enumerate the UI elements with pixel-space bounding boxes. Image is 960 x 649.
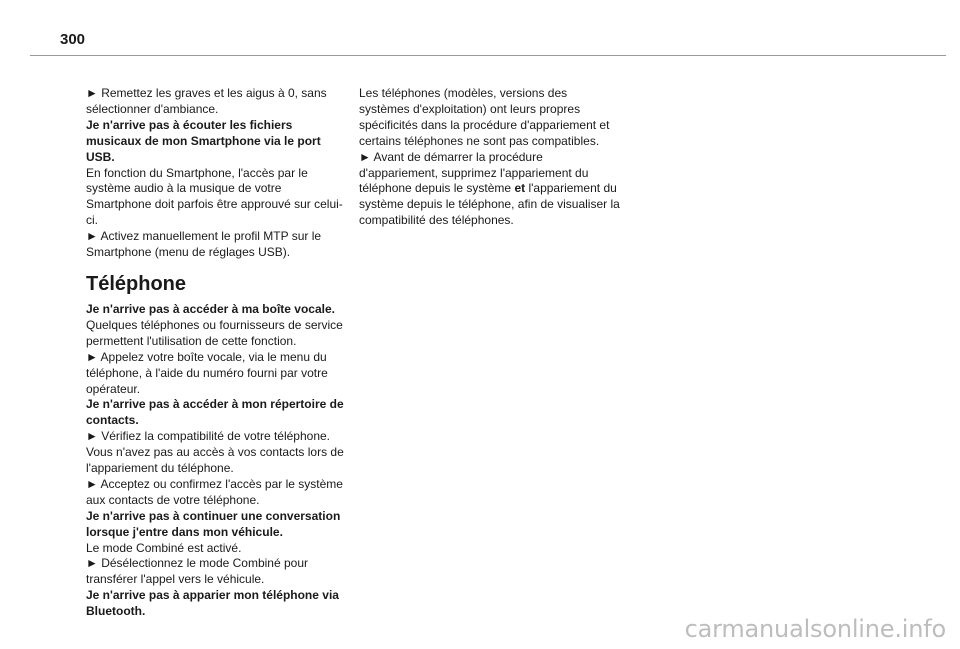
page-number: 300 [60,31,86,48]
question-heading: Je n'arrive pas à apparier mon téléphone via Bluetooth. [86,588,339,619]
header-divider [30,55,946,56]
paragraph: Les téléphones (modèles, versions des systèmes d'exploitation) ont leurs propres spécificités dans la procédure d'appariement et certains téléphones ne sont pas compatibles. [359,86,610,148]
paragraph: ► Activez manuellement le profil MTP sur le Smartphone (menu de réglages USB). [86,229,322,260]
right-column [359,86,621,229]
paragraph: ► Désélectionnez le mode Combiné pour transférer l'appel vers le véhicule. [86,556,308,587]
question-heading: Je n'arrive pas à écouter les fichiers musicaux de mon Smartphone via le port USB. [86,117,321,164]
paragraph: ► Appelez votre boîte vocale, via le menu du téléphone, à l'aide du numéro fourni par votre opérateur. [86,349,328,396]
paragraph [359,150,621,230]
paragraph: Vous n'avez pas au accès à vos contacts lors de l'appariement du téléphone. [86,445,344,476]
left-column [86,86,344,620]
paragraph: ► Remettez les graves et les aigus à 0, sans sélectionner d'ambiance. [86,86,327,116]
question-heading: Je n'arrive pas à continuer une conversation lorsque j'entre dans mon véhicule. [86,508,341,539]
section-title: Téléphone [86,272,187,295]
question-heading: Je n'arrive pas à accéder à mon répertoire de contacts. [86,397,344,428]
watermark: carmanualsonline.info [684,615,946,643]
paragraph-text: ► Avant de démarrer la procédure d'appariement, supprimez l'appariement du téléphone depuis le système [359,149,589,196]
paragraph: Quelques téléphones ou fournisseurs de service permettent l'utilisation de cette fonction. [86,317,343,348]
question-heading: Je n'arrive pas à accéder à ma boîte vocale. [86,301,335,316]
paragraph: Le mode Combiné est activé. [86,540,242,555]
emphasis-text: et [514,181,526,196]
paragraph: ► Acceptez ou confirmez l'accès par le système aux contacts de votre téléphone. [86,476,343,507]
paragraph: En fonction du Smartphone, l'accès par le système audio à la musique de votre Smartphone doit parfois être approuvé sur celui-ci. [86,165,343,228]
paragraph: ► Vérifiez la compatibilité de votre téléphone. [86,429,331,444]
paragraph-text: l'appariement du système depuis le téléphone, afin de visualiser la compatibilité des téléphones. [359,181,620,228]
